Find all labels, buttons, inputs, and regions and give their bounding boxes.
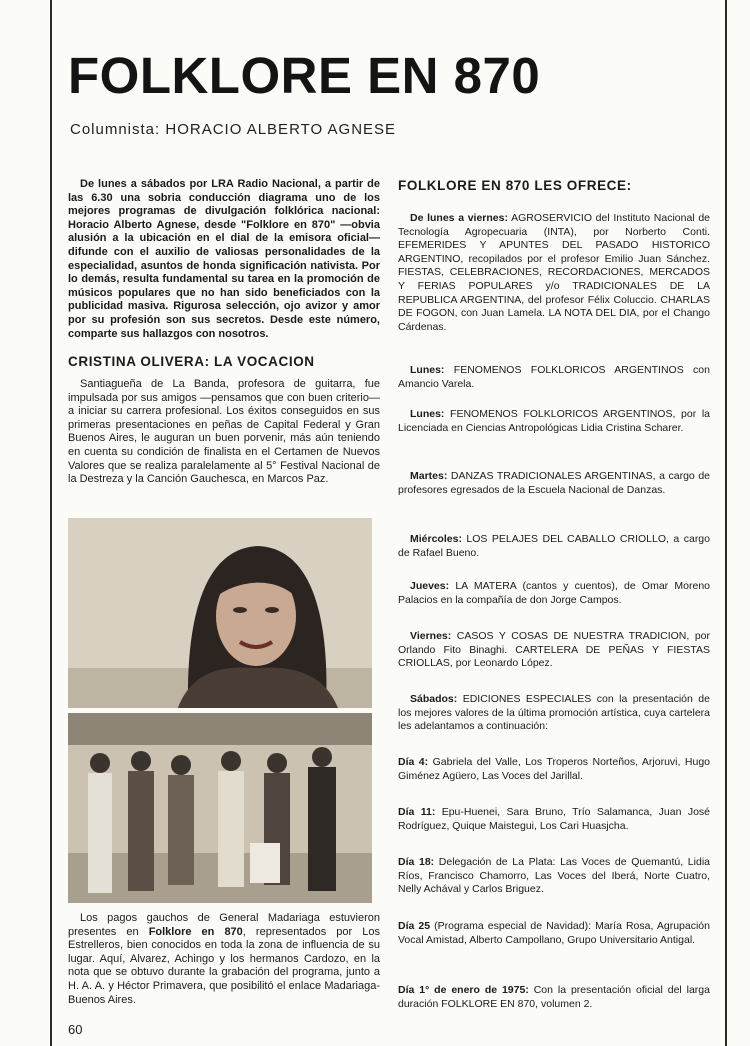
offer-day-label: Día 11:	[398, 806, 436, 818]
offer-day-label: Martes:	[410, 470, 448, 482]
offer-item	[398, 212, 710, 334]
story-paragraph: Santiagueña de La Banda, profesora de guitarra, fue impulsada por sus amigos —pensamos que con buen criterio— a iniciar su carrera profesional. Los éxitos conseguidos en sus primeras presentaciones en peñas de Capital Federal y Gran Buenos Aires, le auguran un buen porvenir, más aún teniendo en cuenta su condición de finalista en el Certamen de Nuevos Valores que se realiza paralelamente al 5° Festival Nacional de la Destreza y la Canción Gauchesca, en Marcos Paz.	[68, 378, 380, 486]
offer-item	[398, 364, 710, 391]
right-border-rule	[725, 0, 727, 1046]
offer-description: FENOMENOS FOLKLORICOS ARGENTINOS con Amancio Varela.	[398, 364, 710, 390]
offer-item	[398, 920, 710, 947]
offer-day-label: Sábados:	[410, 693, 458, 705]
offer-item	[398, 756, 710, 783]
offer-description: FENOMENOS FOLKLORICOS ARGENTINOS, por la Licenciada en Ciencias Antropológicas Lidia Cristina Scharer.	[398, 408, 710, 434]
offer-item	[398, 693, 710, 734]
caption-text-start: Los pagos gauchos de General Madariaga estuvieron presentes en	[68, 912, 380, 938]
offer-description: DANZAS TRADICIONALES ARGENTINAS, a cargo de profesores egresados de la Escuela Nacional de Danzas.	[398, 470, 710, 496]
intro-paragraph: De lunes a sábados por LRA Radio Nacional, a partir de las 6.30 una sobria conducción diagrama uno de los mejores programas de divulgación folklórica nacional: Horacio Alberto Agnese, desde "Folklore en 870" —obvia alusión a la ubicación en el dial de la emisora oficial— difunde con el auxilio de valiosas personalidades de la especialidad, asuntos de honda significación nativista. Por lo demás, resulta fundamental su tarea en la promoción de músicos populares que no han sido beneficiados con la publicidad masiva. Rigurosa selección, ojo avizor y amor por su profesión son sus secretos. Desde este número, comparte sus hallazgos con nosotros.	[68, 178, 380, 340]
offer-description: Delegación de La Plata: Las Voces de Quemantú, Lidia Ríos, Francisco Chamorro, Las Voces del Iberá, Norte Cuatro, Nelly Achával y Carlos Briguez.	[398, 856, 710, 896]
offer-day-label: Miércoles:	[410, 533, 462, 545]
offer-description: Con la presentación oficial del larga duración FOLKLORE EN 870, volumen 2.	[398, 984, 710, 1010]
offer-item	[398, 984, 710, 1011]
offer-day-label: Jueves:	[410, 580, 450, 592]
offer-day-label: Día 1° de enero de 1975:	[398, 984, 529, 996]
offer-description: CASOS Y COSAS DE NUESTRA TRADICION, por Orlando Fito Binaghi. CARTELERA DE PEÑAS Y FIESTAS CRIOLLAS, por Leonardo López.	[398, 630, 710, 670]
offer-item	[398, 630, 710, 671]
offer-description: LOS PELAJES DEL CABALLO CRIOLLO, a cargo de Rafael Bueno.	[398, 533, 710, 559]
page-title: FOLKLORE EN 870	[68, 47, 541, 104]
caption-program-name: Folklore en 870	[148, 925, 243, 938]
offer-item	[398, 806, 710, 833]
offer-description: LA MATERA (cantos y cuentos), de Omar Moreno Palacios en la compañía de don Jorge Campos.	[398, 580, 710, 606]
offer-item	[398, 580, 710, 607]
page-number: 60	[68, 1022, 83, 1037]
caption-text-end: , representados por Los Estrelleros, bien conocidos en toda la zona de influencia de su lugar. Aquí, Alvarez, Achingo y los hermanos Cardozo, en la nota que se obtuvo durante la grabación del programa, junto a H. A. A. y Héctor Primavera, que posibilitó el enlace Madariaga-Buenos Aires.	[68, 925, 381, 1006]
offers-heading: FOLKLORE EN 870 LES OFRECE:	[398, 178, 632, 193]
offer-day-label: De lunes a viernes:	[410, 212, 508, 224]
portrait-photo	[68, 518, 372, 708]
offer-item	[398, 470, 710, 497]
offer-description: EDICIONES ESPECIALES con la presentación de los mejores valores de la última promoción artística, cuya cartelera les adelantamos a continuación:	[398, 693, 710, 733]
columnist-byline: Columnista: HORACIO ALBERTO AGNESE	[70, 121, 397, 138]
story-heading: CRISTINA OLIVERA: LA VOCACION	[68, 354, 315, 369]
offer-description: Epu-Huenei, Sara Bruno, Trío Salamanca, Juan José Rodríguez, Quique Maistegui, Los Cari Huasjcha.	[398, 806, 710, 832]
offer-item	[398, 533, 710, 560]
offer-day-label: Día 18:	[398, 856, 435, 868]
left-border-rule	[50, 0, 52, 1046]
photo-caption	[68, 912, 380, 1007]
offer-item	[398, 856, 710, 897]
offer-description: (Programa especial de Navidad): María Rosa, Agrupación Vocal Amistad, Alberto Campollano, Grupo Universitario Antigal.	[398, 920, 710, 946]
offer-day-label: Día 4:	[398, 756, 429, 768]
offer-item	[398, 408, 710, 435]
offer-description: Gabriela del Valle, Los Troperos Norteños, Arjoruvi, Hugo Giménez Agüero, Las Voces del Jarillal.	[398, 756, 711, 782]
offer-day-label: Lunes:	[410, 408, 445, 420]
group-photo	[68, 713, 372, 903]
offer-day-label: Lunes:	[410, 364, 445, 376]
offer-description: AGROSERVICIO del Instituto Nacional de Tecnología Agropecuaria (INTA), por Norberto Conti. EFEMERIDES Y APUNTES DEL PASADO HISTORICO ARGENTINO, recopilados por el profesor Emilio Juan Sánchez. FIESTAS, CELEBRACIONES, RECORDACIONES, MERCADOS Y FERIAS POPULARES y/o TRADICIONALES DE LA REPUBLICA ARGENTINA, del profesor Félix Coluccio. CHARLAS DE FOGON, con Juan Lamela. LA NOTA DEL DIA, por el Chango Cárdenas.	[398, 212, 710, 333]
offer-day-label: Día 25	[398, 920, 431, 932]
offer-day-label: Viernes:	[410, 630, 452, 642]
